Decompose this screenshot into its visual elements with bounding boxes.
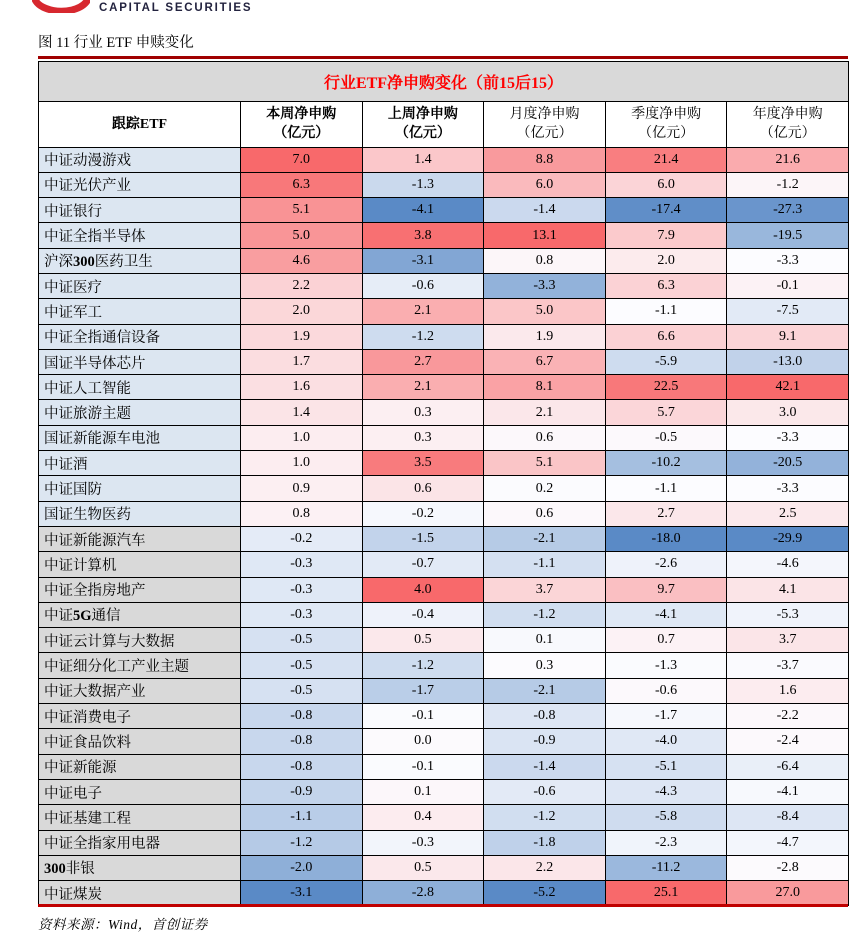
value-cell: -18.0	[605, 526, 727, 551]
value-cell: -2.1	[484, 526, 606, 551]
value-cell: 6.7	[484, 349, 606, 374]
value-cell: -1.1	[605, 476, 727, 501]
value-cell: -2.3	[605, 830, 727, 855]
value-cell: -0.8	[484, 704, 606, 729]
value-cell: 2.2	[484, 855, 606, 880]
etf-name-cell: 中证国防	[39, 476, 241, 501]
value-cell: 5.7	[605, 400, 727, 425]
value-cell: 13.1	[484, 223, 606, 248]
column-header: 年度净申购 （亿元）	[727, 101, 849, 147]
etf-name-cell: 国证半导体芯片	[39, 349, 241, 374]
etf-name-cell: 中证全指家用电器	[39, 830, 241, 855]
table-row	[39, 273, 849, 298]
value-cell: 3.0	[727, 400, 849, 425]
figure-caption: 图 11 行业 ETF 申赎变化	[38, 35, 194, 51]
table-row	[39, 805, 849, 830]
value-cell: 1.9	[484, 324, 606, 349]
etf-name-cell: 中证基建工程	[39, 805, 241, 830]
table-row	[39, 779, 849, 804]
value-cell: 2.1	[362, 299, 484, 324]
etf-name-cell: 300非银	[39, 855, 241, 880]
table-row	[39, 324, 849, 349]
value-cell: -2.8	[727, 855, 849, 880]
etf-name-cell: 国证生物医药	[39, 501, 241, 526]
value-cell: -1.2	[362, 653, 484, 678]
value-cell: -1.7	[362, 678, 484, 703]
etf-name-cell: 中证新能源汽车	[39, 526, 241, 551]
value-cell: -0.9	[241, 779, 363, 804]
value-cell: 4.1	[727, 577, 849, 602]
value-cell: 5.0	[484, 299, 606, 324]
table-row	[39, 223, 849, 248]
value-cell: 0.2	[484, 476, 606, 501]
table-title: 行业ETF净申购变化（前15后15）	[39, 61, 849, 101]
table-row	[39, 400, 849, 425]
value-cell: 42.1	[727, 375, 849, 400]
table-row	[39, 147, 849, 172]
value-cell: -4.3	[605, 779, 727, 804]
etf-name-cell: 中证云计算与大数据	[39, 628, 241, 653]
value-cell: 2.1	[484, 400, 606, 425]
value-cell: 4.6	[241, 248, 363, 273]
etf-name-cell: 中证大数据产业	[39, 678, 241, 703]
etf-name-cell: 沪深300医药卫生	[39, 248, 241, 273]
value-cell: 0.6	[484, 501, 606, 526]
value-cell: 1.7	[241, 349, 363, 374]
table-row	[39, 172, 849, 197]
value-cell: -1.2	[362, 324, 484, 349]
value-cell: -0.3	[241, 577, 363, 602]
value-cell: -0.5	[605, 425, 727, 450]
value-cell: -3.1	[362, 248, 484, 273]
value-cell: 5.1	[484, 451, 606, 476]
value-cell: -4.0	[605, 729, 727, 754]
etf-name-cell: 中证消费电子	[39, 704, 241, 729]
value-cell: -4.1	[362, 198, 484, 223]
etf-name-cell: 中证全指通信设备	[39, 324, 241, 349]
value-cell: 8.8	[484, 147, 606, 172]
value-cell: 1.6	[727, 678, 849, 703]
value-cell: 2.7	[362, 349, 484, 374]
table-row	[39, 552, 849, 577]
etf-name-cell: 中证动漫游戏	[39, 147, 241, 172]
etf-flow-table	[38, 61, 849, 907]
value-cell: -4.7	[727, 830, 849, 855]
value-cell: -1.2	[241, 830, 363, 855]
table-title-row	[39, 61, 849, 101]
etf-name-cell: 国证新能源车电池	[39, 425, 241, 450]
value-cell: 2.5	[727, 501, 849, 526]
value-cell: -0.8	[241, 754, 363, 779]
etf-name-cell: 中证计算机	[39, 552, 241, 577]
etf-name-cell: 中证5G通信	[39, 602, 241, 627]
value-cell: 0.3	[362, 400, 484, 425]
value-cell: 0.7	[605, 628, 727, 653]
value-cell: 6.6	[605, 324, 727, 349]
value-cell: 1.0	[241, 425, 363, 450]
column-header: 季度净申购 （亿元）	[605, 101, 727, 147]
value-cell: -5.3	[727, 602, 849, 627]
table-row	[39, 653, 849, 678]
column-header: 本周净申购 （亿元）	[241, 101, 363, 147]
value-cell: -2.2	[727, 704, 849, 729]
table-row	[39, 729, 849, 754]
value-cell: -0.6	[484, 779, 606, 804]
company-logo	[32, 0, 848, 18]
value-cell: -0.5	[241, 653, 363, 678]
value-cell: 25.1	[605, 881, 727, 906]
value-cell: -3.3	[727, 248, 849, 273]
value-cell: -3.3	[727, 476, 849, 501]
value-cell: 8.1	[484, 375, 606, 400]
value-cell: -3.3	[484, 273, 606, 298]
value-cell: -0.2	[362, 501, 484, 526]
value-cell: -0.3	[362, 830, 484, 855]
value-cell: -10.2	[605, 451, 727, 476]
value-cell: -0.8	[241, 704, 363, 729]
table-row	[39, 451, 849, 476]
top-rule	[38, 56, 848, 59]
value-cell: -0.3	[241, 552, 363, 577]
value-cell: 3.5	[362, 451, 484, 476]
value-cell: -0.5	[241, 678, 363, 703]
table-row	[39, 501, 849, 526]
value-cell: 22.5	[605, 375, 727, 400]
value-cell: -0.1	[727, 273, 849, 298]
value-cell: 1.0	[241, 451, 363, 476]
etf-name-cell: 中证人工智能	[39, 375, 241, 400]
table-row	[39, 830, 849, 855]
value-cell: 0.0	[362, 729, 484, 754]
table-row	[39, 754, 849, 779]
value-cell: 0.8	[241, 501, 363, 526]
value-cell: 0.4	[362, 805, 484, 830]
value-cell: 5.1	[241, 198, 363, 223]
table-row	[39, 577, 849, 602]
value-cell: 6.3	[241, 172, 363, 197]
value-cell: -0.5	[241, 628, 363, 653]
value-cell: -4.1	[727, 779, 849, 804]
value-cell: -4.1	[605, 602, 727, 627]
value-cell: -2.0	[241, 855, 363, 880]
value-cell: -4.6	[727, 552, 849, 577]
value-cell: -1.3	[605, 653, 727, 678]
value-cell: -3.1	[241, 881, 363, 906]
value-cell: 2.0	[605, 248, 727, 273]
value-cell: 6.0	[484, 172, 606, 197]
table-row	[39, 476, 849, 501]
value-cell: 2.1	[362, 375, 484, 400]
value-cell: 7.0	[241, 147, 363, 172]
value-cell: -27.3	[727, 198, 849, 223]
value-cell: 5.0	[241, 223, 363, 248]
value-cell: -7.5	[727, 299, 849, 324]
value-cell: 4.0	[362, 577, 484, 602]
table-row	[39, 526, 849, 551]
value-cell: -5.8	[605, 805, 727, 830]
value-cell: -0.2	[241, 526, 363, 551]
value-cell: 2.2	[241, 273, 363, 298]
value-cell: -0.9	[484, 729, 606, 754]
value-cell: -3.3	[727, 425, 849, 450]
etf-name-cell: 中证医疗	[39, 273, 241, 298]
value-cell: -1.2	[484, 602, 606, 627]
etf-name-cell: 中证全指房地产	[39, 577, 241, 602]
value-cell: -1.1	[241, 805, 363, 830]
value-cell: -1.4	[484, 754, 606, 779]
value-cell: 2.7	[605, 501, 727, 526]
value-cell: -13.0	[727, 349, 849, 374]
value-cell: -1.3	[362, 172, 484, 197]
value-cell: -0.7	[362, 552, 484, 577]
etf-name-cell: 中证煤炭	[39, 881, 241, 906]
table-row	[39, 704, 849, 729]
table-row	[39, 375, 849, 400]
value-cell: -0.4	[362, 602, 484, 627]
value-cell: 3.7	[727, 628, 849, 653]
value-cell: 3.8	[362, 223, 484, 248]
etf-name-cell: 中证食品饮料	[39, 729, 241, 754]
logo-swoosh-icon	[32, 0, 90, 13]
etf-name-cell: 中证旅游主题	[39, 400, 241, 425]
value-cell: -20.5	[727, 451, 849, 476]
value-cell: -1.5	[362, 526, 484, 551]
value-cell: -0.8	[241, 729, 363, 754]
value-cell: -0.6	[362, 273, 484, 298]
value-cell: -3.7	[727, 653, 849, 678]
table-row	[39, 628, 849, 653]
value-cell: 1.4	[241, 400, 363, 425]
etf-name-cell: 中证酒	[39, 451, 241, 476]
value-cell: 2.0	[241, 299, 363, 324]
value-cell: 1.4	[362, 147, 484, 172]
value-cell: -0.1	[362, 754, 484, 779]
value-cell: 0.3	[484, 653, 606, 678]
value-cell: 27.0	[727, 881, 849, 906]
column-header-row	[39, 101, 849, 147]
table-row	[39, 248, 849, 273]
value-cell: -0.3	[241, 602, 363, 627]
value-cell: 0.1	[484, 628, 606, 653]
value-cell: 0.3	[362, 425, 484, 450]
value-cell: 0.1	[362, 779, 484, 804]
table-row	[39, 881, 849, 906]
table-row	[39, 299, 849, 324]
value-cell: -5.2	[484, 881, 606, 906]
report-page	[38, 0, 848, 933]
table-row	[39, 678, 849, 703]
value-cell: -2.4	[727, 729, 849, 754]
value-cell: -8.4	[727, 805, 849, 830]
etf-name-cell: 中证全指半导体	[39, 223, 241, 248]
value-cell: 1.6	[241, 375, 363, 400]
value-cell: 0.8	[484, 248, 606, 273]
value-cell: -11.2	[605, 855, 727, 880]
value-cell: 9.1	[727, 324, 849, 349]
table-row	[39, 602, 849, 627]
value-cell: -1.1	[484, 552, 606, 577]
value-cell: -6.4	[727, 754, 849, 779]
value-cell: -1.2	[484, 805, 606, 830]
value-cell: 1.9	[241, 324, 363, 349]
value-cell: 9.7	[605, 577, 727, 602]
value-cell: -17.4	[605, 198, 727, 223]
value-cell: 0.5	[362, 628, 484, 653]
source-note: 资料来源：Wind，首创证券	[38, 917, 208, 933]
value-cell: -5.1	[605, 754, 727, 779]
table-row	[39, 425, 849, 450]
table-row	[39, 349, 849, 374]
value-cell: 6.0	[605, 172, 727, 197]
logo-text: CAPITAL SECURITIES	[99, 2, 253, 14]
etf-name-cell: 中证细分化工产业主题	[39, 653, 241, 678]
value-cell: 0.9	[241, 476, 363, 501]
etf-name-cell: 中证银行	[39, 198, 241, 223]
etf-name-cell: 中证光伏产业	[39, 172, 241, 197]
value-cell: 21.6	[727, 147, 849, 172]
value-cell: -2.1	[484, 678, 606, 703]
value-cell: -0.1	[362, 704, 484, 729]
value-cell: -1.7	[605, 704, 727, 729]
value-cell: -5.9	[605, 349, 727, 374]
bottom-rule	[38, 904, 848, 907]
value-cell: 3.7	[484, 577, 606, 602]
etf-name-cell: 中证电子	[39, 779, 241, 804]
etf-name-cell: 中证新能源	[39, 754, 241, 779]
column-header: 上周净申购 （亿元）	[362, 101, 484, 147]
column-header: 月度净申购 （亿元）	[484, 101, 606, 147]
value-cell: -2.6	[605, 552, 727, 577]
table-row	[39, 198, 849, 223]
value-cell: -1.4	[484, 198, 606, 223]
value-cell: 0.6	[484, 425, 606, 450]
etf-name-cell: 中证军工	[39, 299, 241, 324]
value-cell: -19.5	[727, 223, 849, 248]
value-cell: 6.3	[605, 273, 727, 298]
value-cell: -1.2	[727, 172, 849, 197]
value-cell: -1.8	[484, 830, 606, 855]
value-cell: 21.4	[605, 147, 727, 172]
column-header-etf: 跟踪ETF	[39, 101, 241, 147]
value-cell: -1.1	[605, 299, 727, 324]
value-cell: -2.8	[362, 881, 484, 906]
table-row	[39, 855, 849, 880]
value-cell: 0.5	[362, 855, 484, 880]
value-cell: 0.6	[362, 476, 484, 501]
value-cell: 7.9	[605, 223, 727, 248]
value-cell: -0.6	[605, 678, 727, 703]
value-cell: -29.9	[727, 526, 849, 551]
